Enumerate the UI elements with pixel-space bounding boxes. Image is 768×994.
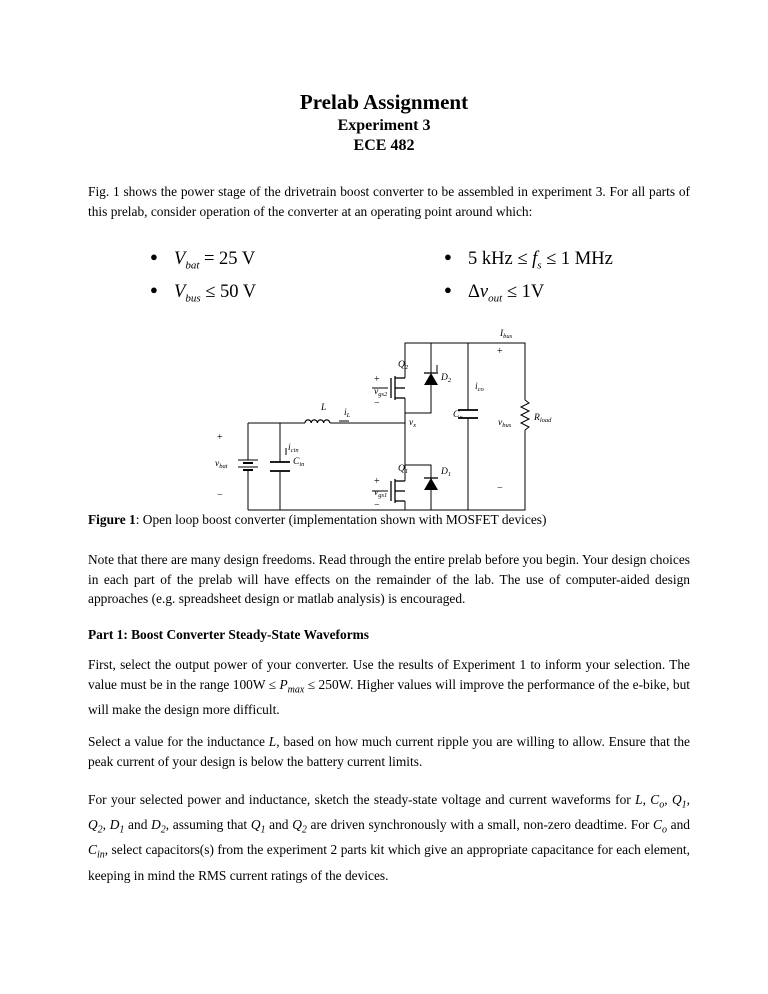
text-run: , [642,792,651,807]
symbol-subscript: 1 [119,824,125,836]
figure-caption: Figure 1: Open loop boost converter (implementation shown with MOSFET devices) [88,512,547,527]
vgs1-label: $v_{gs1}$ [374,488,388,499]
symbol: L [635,792,643,807]
text-run: , select capacitors(s) from the experiment 2 parts kit which give an appropriate capacitance for each element, keeping in mind the RMS current ratings of the devices. [88,842,690,883]
symbol-subscript: 1 [260,824,266,836]
bullet-icon: ● [444,281,452,297]
q1-mosfet-icon [391,479,405,503]
symbol: C [650,792,660,807]
ico-label: $i_{co}$ [475,382,484,393]
text-run: , [102,817,110,833]
load-resistor-icon [521,400,529,430]
symbol-subscript: 1 [681,799,687,811]
symbol: Q [88,817,98,833]
symbol: Q [250,817,261,833]
d2-diode-icon [424,373,438,385]
bullet-vbus: ● $V_{bus} \le 50$ V [150,278,256,311]
page-title: Prelab Assignment [299,90,469,114]
symbol-subscript: 2 [97,824,103,836]
bullet-icon: ● [150,281,158,297]
bullet-icon: ● [150,249,158,264]
bullet-fs: ● 5 kHz ≤ $f_s \le 1$ MHz [444,245,613,278]
vbus-plus: + [497,346,503,357]
battery-icon [238,460,258,470]
vgs1-plus: + [374,476,380,487]
text-run: , assuming that [165,817,251,833]
vbus-minus: − [497,483,503,494]
vgs2-plus: + [374,374,380,385]
part1-inductance-paragraph: Select a value for the inductance L, based on how much current ripple you are willing to allow. Ensure that the peak current of your design is below the battery current limits. [88,734,691,769]
intro-paragraph: Fig. 1 shows the power stage of the drivetrain boost converter to be assembled in experiment 3. For all parts of this prelab, consider operation of the converter at an operating point around which: [88,184,690,219]
part1-waveforms-paragraph [88,790,690,885]
inductor-icon [305,420,330,423]
vbat-plus: + [217,432,223,443]
course-subtitle: ECE 482 [353,137,415,154]
operating-point-list-right [444,245,613,310]
d2-label: $D_2$ [441,373,452,384]
vbat-minus: − [217,490,223,501]
vx-label: $v_x$ [409,418,417,429]
symbol: C [88,842,97,858]
q1-label: $Q_1$ [398,464,409,475]
symbol: Q [671,792,682,807]
text-run: are driven synchronously with a small, non-zero deadtime. For [306,817,654,833]
vgs2-label: $v_{gs2}$ [374,387,388,398]
d1-diode-icon [424,478,438,490]
bullet-icon: ● [444,249,452,264]
q2-label: $Q_2$ [398,360,409,371]
inductor-label: L [321,403,327,413]
bullet-vbat: ● $V_{bat} = 25$ V [150,245,256,278]
symbol-subscript: 2 [301,824,307,836]
co-capacitor-icon [458,410,478,418]
cin-capacitor-icon [270,462,290,471]
operating-point-list-left [150,245,256,310]
bullet-dvout: ● $\Delta v_{out} \le 1V$ [444,278,613,311]
text-run: and [265,817,293,833]
vgs2-minus: − [374,398,380,409]
q2-mosfet-icon [391,376,405,400]
experiment-subtitle: Experiment 3 [337,117,431,134]
symbol-subscript: o [659,799,665,811]
cin-label: $C_{in}$ [293,457,305,468]
d1-label: $D_1$ [441,467,452,478]
ibus-label: $I_{bus}$ [500,329,513,340]
symbol-subscript: o [661,824,667,836]
co-label: $C_o$ [453,410,463,421]
text-run: , [664,792,672,807]
il-label: $i_L$ [344,408,351,419]
symbol: D [109,817,120,833]
text-run: and [124,817,152,833]
icin-label: $i_{cin}$ [288,443,299,454]
rload-label: $R_{load}$ [534,413,552,424]
part1-heading: Part 1: Boost Converter Steady-State Waveforms [88,627,370,642]
design-note-paragraph: Note that there are many design freedoms. Read through the entire prelab before you begin. Your design choices in each part of the prelab will have effects on the remainder of the lab. The use of computer-aided design approaches (e.g. spreadsheet design or matlab analysis) is encouraged. [88,552,690,606]
symbol: C [653,817,662,833]
text-run: , [686,792,690,807]
vbat-label: $v_{bat}$ [215,459,228,470]
symbol-subscript: in [96,850,105,862]
text-run: For your selected power and inductance, sketch the steady-state voltage and current waveforms for [88,792,636,807]
symbol: D [151,817,161,833]
part1-power-paragraph: First, select the output power of your converter. Use the results of Experiment 1 to inform your selection. The value must be in the range $100W \le P_{max} \le 250W$. Higher values will improve the performance of the e-bike, but will make the design more difficult. [88,657,690,717]
vbus-label: $v_{bus}$ [498,418,512,429]
vgs1-minus: − [374,500,380,511]
symbol: Q [292,817,302,833]
symbol-subscript: 2 [160,824,166,836]
text-run: and [666,817,690,833]
